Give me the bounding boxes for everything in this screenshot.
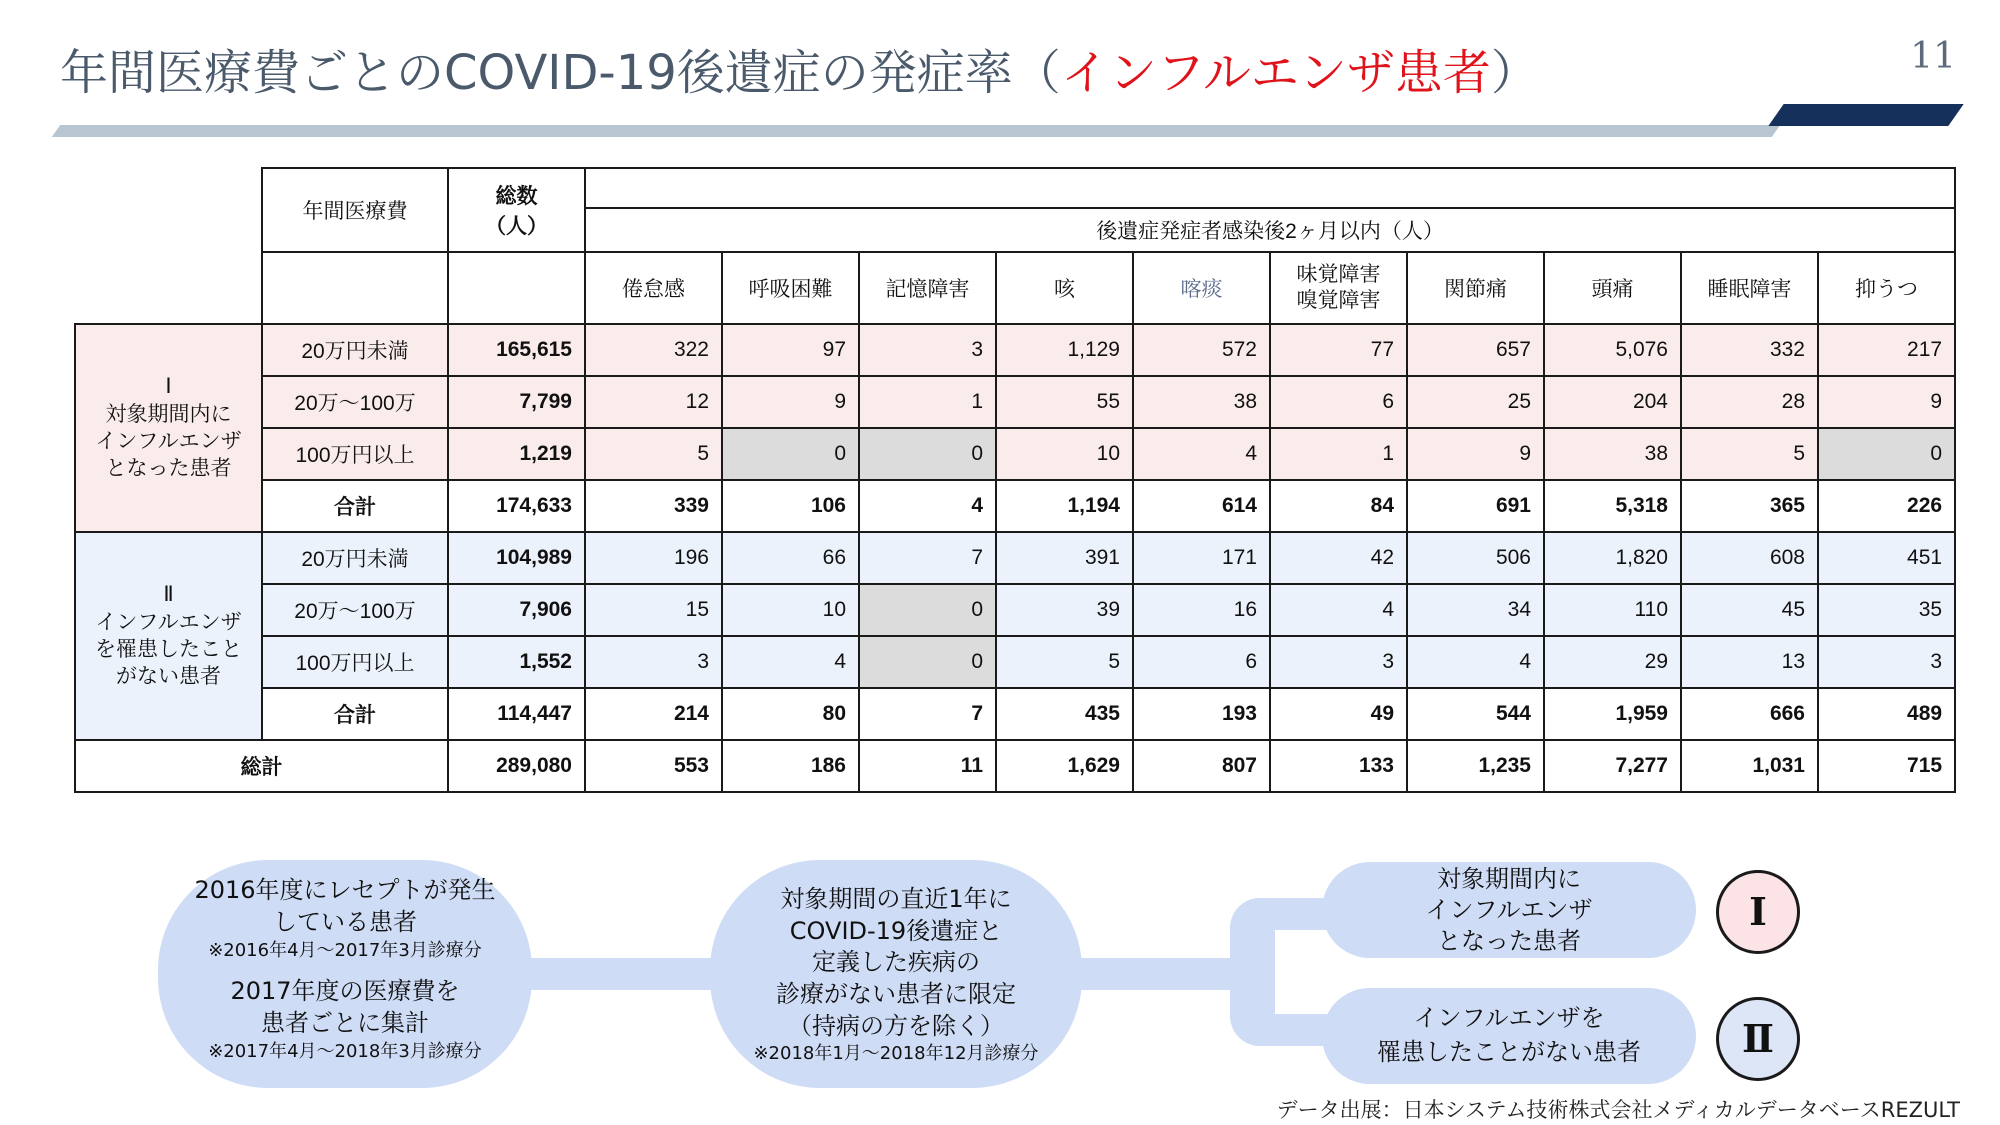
subtotal-value: 226 xyxy=(1818,480,1955,532)
row-value: 45 xyxy=(1681,584,1818,636)
row-value: 1 xyxy=(859,376,996,428)
header-symptom-sleep: 睡眠障害 xyxy=(1681,252,1818,324)
row-value: 6 xyxy=(1133,636,1270,688)
row-value: 5 xyxy=(996,636,1133,688)
row-value: 28 xyxy=(1681,376,1818,428)
subtotal-value: 365 xyxy=(1681,480,1818,532)
row-value: 0 xyxy=(722,428,859,480)
row-value: 657 xyxy=(1407,324,1544,376)
header-symptom-cough: 咳 xyxy=(996,252,1133,324)
row-total: 1,219 xyxy=(448,428,585,480)
row-value: 1,129 xyxy=(996,324,1133,376)
table-row xyxy=(75,428,1955,480)
row-value: 15 xyxy=(585,584,722,636)
box2-line5: （持病の方を除く） xyxy=(788,1011,1004,1040)
row-value: 171 xyxy=(1133,532,1270,584)
grand-total-value: 133 xyxy=(1270,740,1407,792)
subtotal-value: 193 xyxy=(1133,688,1270,740)
row-cost-label: 20万～100万 xyxy=(262,376,448,428)
row-total: 104,989 xyxy=(448,532,585,584)
row-value: 38 xyxy=(1133,376,1270,428)
table-row xyxy=(75,584,1955,636)
header-spacer xyxy=(585,168,1955,208)
group2-label-line: を罹患したこと xyxy=(95,638,242,661)
row-value: 38 xyxy=(1544,428,1681,480)
box1-line4: 患者ごとに集計 xyxy=(261,1009,429,1038)
table-corner-2 xyxy=(75,252,262,324)
row-value: 9 xyxy=(722,376,859,428)
row-value: 1 xyxy=(1270,428,1407,480)
title-underline-accent xyxy=(1768,104,1963,126)
subtotal-value: 1,194 xyxy=(996,480,1133,532)
title-underline xyxy=(52,125,1780,137)
grand-total-value: 715 xyxy=(1818,740,1955,792)
box2-line3: 定義した疾病の xyxy=(812,948,980,977)
box2-line1: 対象期間の直近1年に xyxy=(780,885,1012,913)
box1-note: ※2016年4月～2017年3月診療分 xyxy=(208,939,482,961)
header-total-cont xyxy=(448,252,585,324)
table-header-row-3 xyxy=(75,252,1955,324)
subtotal-value: 49 xyxy=(1270,688,1407,740)
row-total: 7,799 xyxy=(448,376,585,428)
box1-line1: 2016年度にレセプトが発生 xyxy=(194,876,496,904)
title-highlight: インフルエンザ患者 xyxy=(1060,45,1491,101)
row-value: 97 xyxy=(722,324,859,376)
incidence-table xyxy=(74,167,1956,793)
box2-line2: COVID-19後遺症と xyxy=(789,916,1003,945)
subtotal-value: 84 xyxy=(1270,480,1407,532)
row-value: 10 xyxy=(722,584,859,636)
subtotal-row xyxy=(75,480,1955,532)
row-cost-label: 100万円以上 xyxy=(262,636,448,688)
header-taste: 味覚障害 xyxy=(1296,262,1381,286)
group2-label-line: インフルエンザ xyxy=(95,610,242,634)
subtotal-value: 544 xyxy=(1407,688,1544,740)
row-cost-label: 20万円未満 xyxy=(262,324,448,376)
row-value: 29 xyxy=(1544,636,1681,688)
row-cost-label: 20万円未満 xyxy=(262,532,448,584)
group2-label-line: Ⅱ xyxy=(163,583,174,607)
group1-label-line: 対象期間内に xyxy=(105,402,232,426)
group-marker-2: Ⅱ xyxy=(1716,997,1800,1081)
box3-line1: 対象期間内に xyxy=(1437,865,1581,893)
row-value: 4 xyxy=(1133,428,1270,480)
subtotal-value: 214 xyxy=(585,688,722,740)
subtotal-total: 174,633 xyxy=(448,480,585,532)
grand-total-value: 1,031 xyxy=(1681,740,1818,792)
row-value: 204 xyxy=(1544,376,1681,428)
row-value: 4 xyxy=(1270,584,1407,636)
header-smell: 嗅覚障害 xyxy=(1296,289,1381,312)
header-symptom-headache: 頭痛 xyxy=(1544,252,1681,324)
row-value: 66 xyxy=(722,532,859,584)
row-value: 13 xyxy=(1681,636,1818,688)
row-value: 0 xyxy=(1818,428,1955,480)
title-main: 年間医療費ごとのCOVID-19後遺症の発症率（ xyxy=(60,45,1061,101)
subtotal-value: 80 xyxy=(722,688,859,740)
row-value: 3 xyxy=(1818,636,1955,688)
row-value: 217 xyxy=(1818,324,1955,376)
box4-line2: 罹患したことがない患者 xyxy=(1377,1037,1641,1066)
row-value: 322 xyxy=(585,324,722,376)
subtotal-value: 106 xyxy=(722,480,859,532)
row-value: 451 xyxy=(1818,532,1955,584)
table-row xyxy=(75,324,1955,376)
row-value: 34 xyxy=(1407,584,1544,636)
subtotal-row xyxy=(75,688,1955,740)
header-cost-cont xyxy=(262,252,448,324)
row-value: 0 xyxy=(859,636,996,688)
header-total xyxy=(448,168,585,252)
box1-line2: している患者 xyxy=(273,908,417,937)
row-value: 5 xyxy=(1681,428,1818,480)
grand-total-total: 289,080 xyxy=(448,740,585,792)
grand-total-value: 1,629 xyxy=(996,740,1133,792)
grand-total-value: 1,235 xyxy=(1407,740,1544,792)
group1-label-line: となった患者 xyxy=(105,457,232,481)
header-span: 後遺症発症者感染後2ヶ月以内（人） xyxy=(585,208,1955,252)
box3-line2: インフルエンザ xyxy=(1425,896,1593,925)
group2-label-line: がない患者 xyxy=(116,665,221,689)
row-value: 55 xyxy=(996,376,1133,428)
title-close: ） xyxy=(1490,45,1539,101)
row-cost-label: 20万～100万 xyxy=(262,584,448,636)
subtotal-total: 114,447 xyxy=(448,688,585,740)
table-row xyxy=(75,532,1955,584)
grand-total-value: 186 xyxy=(722,740,859,792)
row-total: 165,615 xyxy=(448,324,585,376)
row-value: 9 xyxy=(1407,428,1544,480)
row-value: 5 xyxy=(585,428,722,480)
box2-note: ※2018年1月～2018年12月診療分 xyxy=(753,1043,1039,1065)
subtotal-value: 5,318 xyxy=(1544,480,1681,532)
flow-box-receipt xyxy=(158,860,532,1088)
header-symptom-taste-smell xyxy=(1270,252,1407,324)
row-value: 572 xyxy=(1133,324,1270,376)
group1-label-line: インフルエンザ xyxy=(95,430,242,453)
grand-total-label: 総計 xyxy=(75,740,448,792)
subtotal-value: 666 xyxy=(1681,688,1818,740)
group1-label xyxy=(75,324,262,532)
subtotal-value: 489 xyxy=(1818,688,1955,740)
subtotal-value: 435 xyxy=(996,688,1133,740)
group1-label-line: Ⅰ xyxy=(165,375,172,399)
row-total: 1,552 xyxy=(448,636,585,688)
header-cost: 年間医療費 xyxy=(262,168,448,252)
row-value: 16 xyxy=(1133,584,1270,636)
subtotal-label: 合計 xyxy=(262,688,448,740)
row-value: 608 xyxy=(1681,532,1818,584)
subtotal-value: 4 xyxy=(859,480,996,532)
row-value: 110 xyxy=(1544,584,1681,636)
subtotal-value: 1,959 xyxy=(1544,688,1681,740)
header-symptom-depression: 抑うつ xyxy=(1818,252,1955,324)
row-value: 1,820 xyxy=(1544,532,1681,584)
row-value: 3 xyxy=(585,636,722,688)
row-value: 0 xyxy=(859,584,996,636)
page-title xyxy=(60,34,1539,114)
row-value: 35 xyxy=(1818,584,1955,636)
subtotal-value: 614 xyxy=(1133,480,1270,532)
row-value: 4 xyxy=(1407,636,1544,688)
row-value: 42 xyxy=(1270,532,1407,584)
row-total: 7,906 xyxy=(448,584,585,636)
flow-box-no-influenza xyxy=(1322,988,1696,1084)
header-total-line1: 総数 xyxy=(495,185,538,208)
data-source: データ出展：日本システム技術株式会社メディカルデータベースREZULT xyxy=(1276,1098,1960,1122)
table-row xyxy=(75,376,1955,428)
grand-total-value: 11 xyxy=(859,740,996,792)
row-value: 7 xyxy=(859,532,996,584)
header-symptom-fatigue: 倦怠感 xyxy=(585,252,722,324)
subtotal-value: 339 xyxy=(585,480,722,532)
table-corner xyxy=(75,168,262,252)
row-value: 9 xyxy=(1818,376,1955,428)
row-value: 39 xyxy=(996,584,1133,636)
row-value: 25 xyxy=(1407,376,1544,428)
grand-total-row xyxy=(75,740,1955,792)
grand-total-value: 7,277 xyxy=(1544,740,1681,792)
subtotal-label: 合計 xyxy=(262,480,448,532)
table-row xyxy=(75,636,1955,688)
box3-line3: となった患者 xyxy=(1437,927,1581,956)
row-value: 10 xyxy=(996,428,1133,480)
row-value: 332 xyxy=(1681,324,1818,376)
box4-line1: インフルエンザを xyxy=(1413,1004,1605,1032)
row-value: 5,076 xyxy=(1544,324,1681,376)
row-value: 6 xyxy=(1270,376,1407,428)
row-value: 196 xyxy=(585,532,722,584)
group-marker-1: Ⅰ xyxy=(1716,870,1800,954)
group2-label xyxy=(75,532,262,740)
row-value: 12 xyxy=(585,376,722,428)
box2-line4: 診療がない患者に限定 xyxy=(776,980,1016,1009)
header-symptom-joint: 関節痛 xyxy=(1407,252,1544,324)
page-number: 11 xyxy=(1910,36,1956,77)
box1-note2: ※2017年4月～2018年3月診療分 xyxy=(208,1040,482,1062)
row-value: 77 xyxy=(1270,324,1407,376)
box1-line3: 2017年度の医療費を xyxy=(230,977,460,1006)
row-value: 4 xyxy=(722,636,859,688)
header-symptom-dyspnea: 呼吸困難 xyxy=(722,252,859,324)
row-cost-label: 100万円以上 xyxy=(262,428,448,480)
header-total-line2: （人） xyxy=(485,215,548,238)
grand-total-value: 807 xyxy=(1133,740,1270,792)
subtotal-value: 691 xyxy=(1407,480,1544,532)
row-value: 391 xyxy=(996,532,1133,584)
row-value: 3 xyxy=(1270,636,1407,688)
flow-box-influenza xyxy=(1322,862,1696,958)
table-header-row-1 xyxy=(75,168,1955,208)
header-symptom-sputum: 喀痰 xyxy=(1133,252,1270,324)
flow-box-exclusion xyxy=(710,860,1082,1088)
grand-total-value: 553 xyxy=(585,740,722,792)
row-value: 0 xyxy=(859,428,996,480)
header-symptom-memory: 記憶障害 xyxy=(859,252,996,324)
row-value: 506 xyxy=(1407,532,1544,584)
subtotal-value: 7 xyxy=(859,688,996,740)
row-value: 3 xyxy=(859,324,996,376)
